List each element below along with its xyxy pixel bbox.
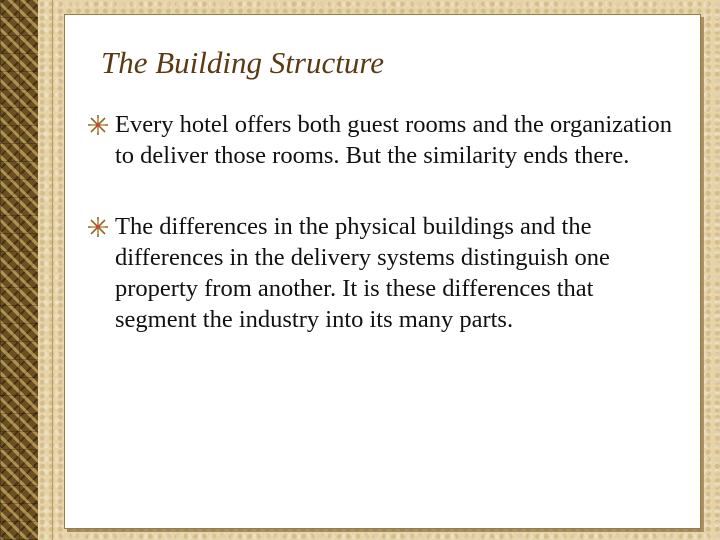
bullet-list: [87, 109, 677, 375]
list-item: [87, 211, 677, 335]
bullet-text: The differences in the physical buildings and the differences in the delivery systems distinguish one property from another. It is these differences that segment the industry into its many parts.: [115, 213, 610, 333]
decorative-border-strip: [0, 0, 38, 540]
slide-title: The Building Structure: [101, 45, 384, 80]
list-item: [87, 109, 677, 171]
starburst-bullet-icon: [87, 216, 109, 238]
decorative-divider-line: [52, 0, 53, 540]
slide-panel: [64, 14, 701, 529]
bullet-text: Every hotel offers both guest rooms and the organization to deliver those rooms. But the similarity ends there.: [115, 111, 673, 169]
starburst-bullet-icon: [87, 114, 109, 136]
